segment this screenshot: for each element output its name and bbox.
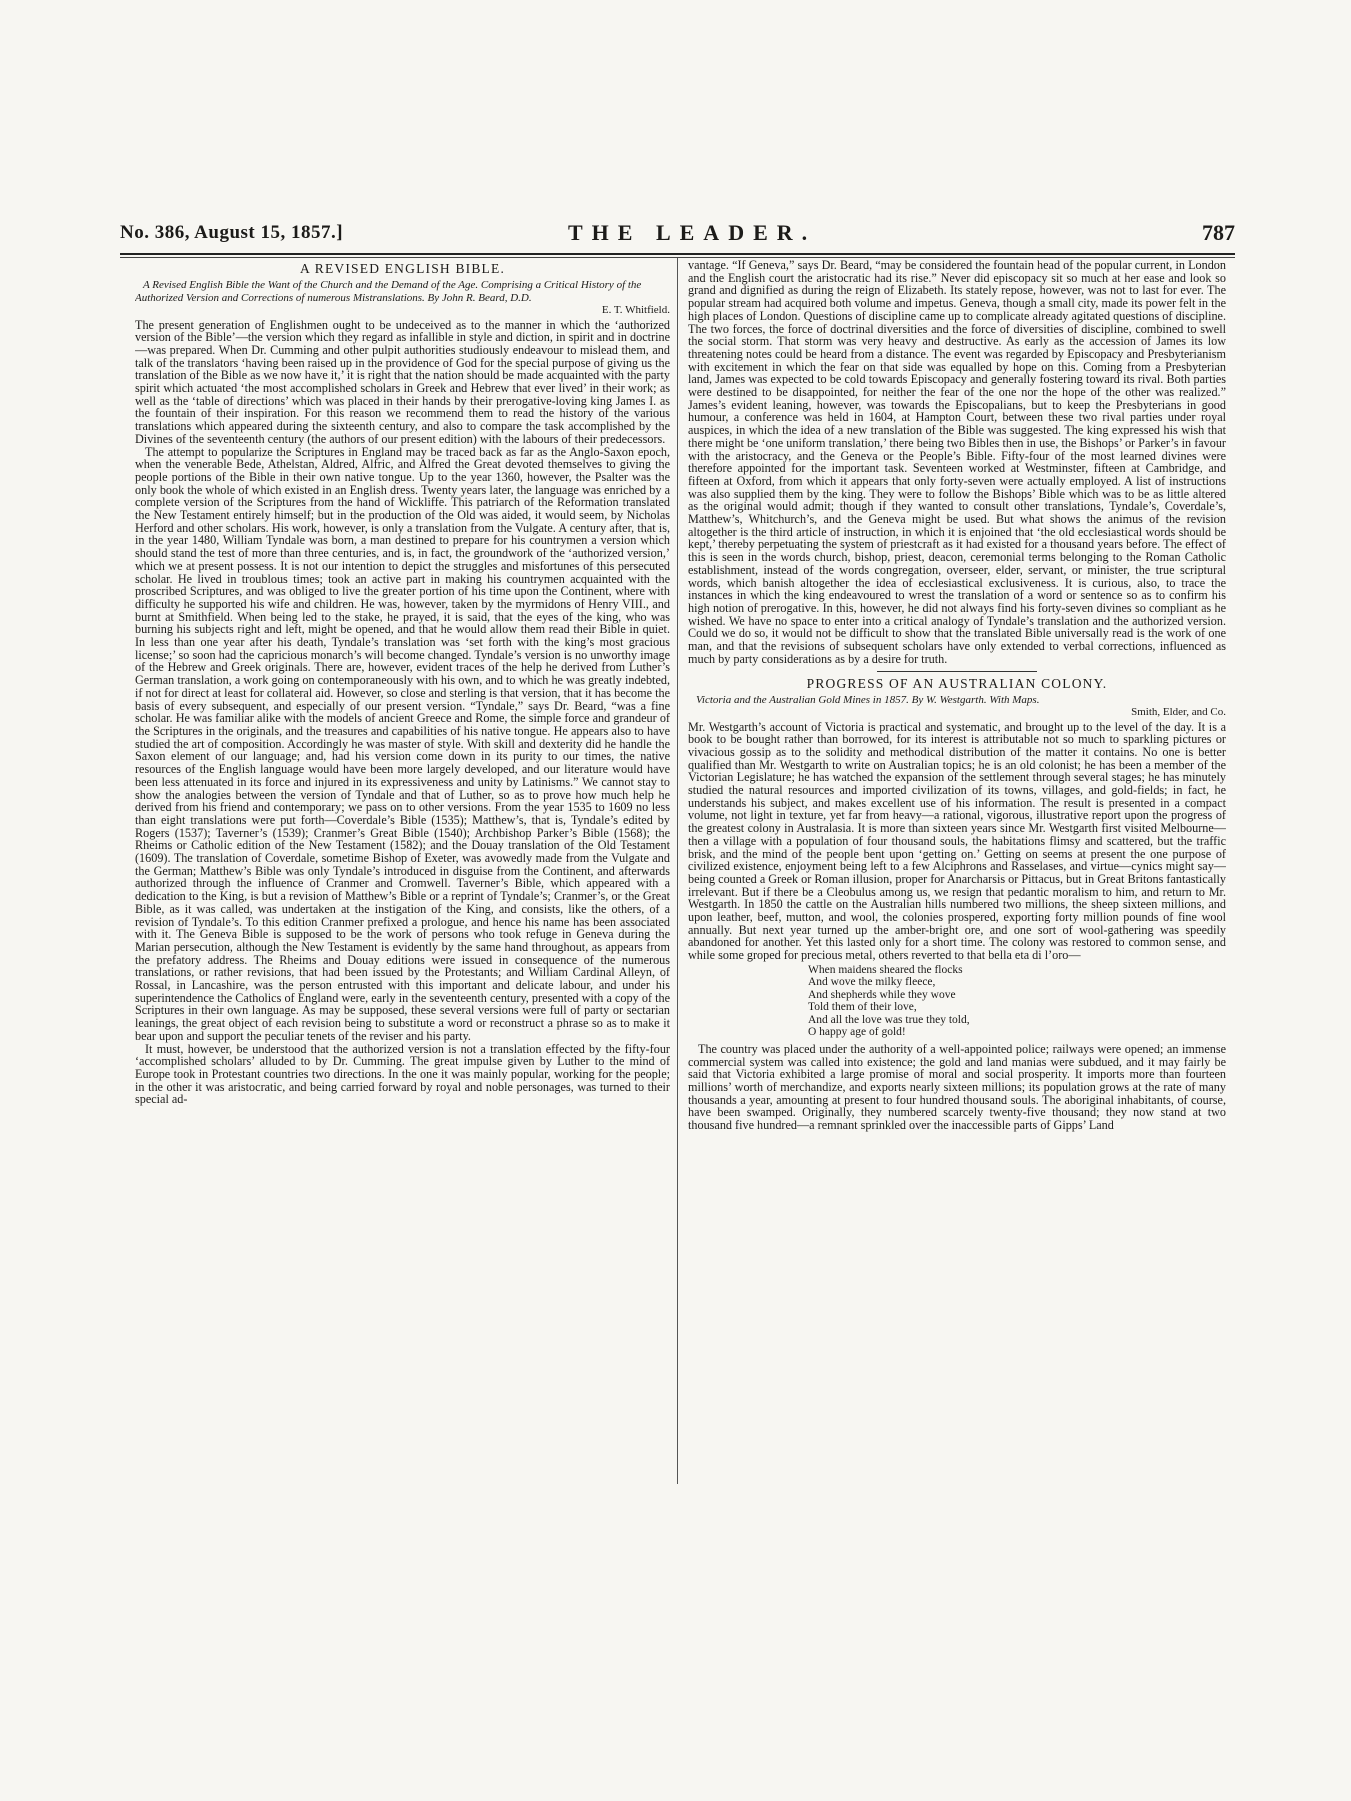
verse-line: And shepherds while they wove xyxy=(808,988,956,1001)
verse-line: O happy age of gold! xyxy=(808,1026,906,1039)
page-number: 787 xyxy=(1202,220,1235,245)
left-column xyxy=(135,259,670,1485)
book-citation-text: A Revised English Bible the Want of the Church and the Demand of the Age. Comprising a Critical History of the Authorized Version and Corrections of numerous Mistranslations. By John R. Beard, D.D. xyxy=(135,279,642,304)
verse-quotation xyxy=(808,964,1226,1039)
publication-title: THE LEADER. xyxy=(568,220,817,245)
masthead-rule xyxy=(120,253,1235,255)
paragraph: The country was placed under the authority of a well-appointed police; railways were opened; an immense commercial system was called into existence; the gold and land manias were subdued, and it may fairly be said that Victoria exhibited a large promise of moral and social prosperity. It imports more than fourteen millions’ worth of merchandize, and exports nearly sixteen millions; its population grows at the rate of many thousands a year, amounting at present to four hundred thousand souls. The aboriginal inhabitants, of course, have been swamped. Originally, they numbered scarcely twenty-five thousand; they now stand at two thousand five hundred—a remnant sprinkled over the inaccessible parts of Gipps’ Land xyxy=(688,1041,1226,1133)
right-column xyxy=(688,259,1226,1485)
paragraph: It must, however, be understood that the authorized version is not a translation effected by the fifty-four ‘accomplished scholars’ alluded to by Dr. Cumming. The great impulse given by Luther to the mind of Europe took in Protestant countries two directions. In the one it was mainly popular, working for the people; in the other it was aristocratic, and being carried forward by royal and noble personages, was turned to their special ad- xyxy=(135,1041,670,1107)
verse-line: And all the love was true they told, xyxy=(808,1013,970,1026)
paragraph: The attempt to popularize the Scriptures in England may be traced back as far as the Anglo-Saxon epoch, when the venerable Bede, Athelstan, Aldred, Alfric, and Alfred the Great devoted themselves to giving the people portions of the Bible in their own native tongue. Up to the year 1360, however, the Psalter was the only book the whole of which existed in an English dress. Twenty years later, the language was enriched by a complete version of the Scriptures from the hand of Wickliffe. This patriarch of the Reformation translated the New Testament entirely himself; but in the production of the Old was aided, it would seem, by Nicholas Herford and other scholars. His work, however, is only a translation from the Vulgate. A century after, that is, in the year 1480, William Tyndale was born, a man destined to prepare for his countrymen a version which should stand the test of more than three centuries, and is, in fact, the groundwork of the ‘authorized version,’ which we at present possess. It is not our intention to depict the struggles and misfortunes of this persecuted scholar. He lived in troublous times; took an active part in making his countrymen acquainted with the proscribed Scriptures, and was obliged to live the greater portion of his time upon the Continent, where with difficulty he supported his wife and children. He was, however, taken by the myrmidons of Henry VIII., and burnt at Smithfield. When being led to the stake, he prayed, it is said, that the eyes of the king, who was burning his subjects right and left, might be opened, and that he would allow them read their Bible in quiet. In less than one year after his death, Tyndale’s translation was ‘set forth with the king’s most gracious license;’ so soon had the capricious monarch’s will become changed. Tyndale’s version is no unworthy image of the Hebrew and Greek originals. There are, however, evident traces of the help he derived from Luther’s German translation, a work going on contemporaneously with his own, and to which he was greatly indebted, if not for direct at least for collateral aid. However, so close and sterling is that version, that it has become the basis of every subsequent, and especially of our present version. “Tyndale,” says Dr. Beard, “was a fine scholar. He was familiar alike with the models of ancient Greece and Rome, the simple force and grandeur of the Scriptures in the originals, and the treasures and capabilities of his native tongue. He appears also to have studied the art of composition. Accordingly he was master of style. With skill and dexterity did he handle the Saxon element of our language; and, had his version come down in its purity to our times, the native resources of the English language would have been more largely developed, and our literature would have been less attenuated in its force and injured in its expressiveness and unity by Latinisms.” We cannot stay to show the analogies between the version of Tyndale and that of Luther, so as to prove how much help he derived from his friend and contemporary; we pass on to other versions. From the year 1535 to 1609 no less than eight translations were put forth—Coverdale’s Bible (1535); Matthew’s, that is, Tyndale’s edited by Rogers (1537); Taverner’s (1539); Cranmer’s Great Bible (1540); Archbishop Parker’s Bible (1568); the Rheims or Catholic edition of the New Testament (1582); and the Douay translation of the Old Testament (1609). The translation of Coverdale, sometime Bishop of Exeter, was avowedly made from the Vulgate and the German; Matthew’s Bible was only Tyndale’s introduced in disguise from the Continent, and afterwards authorized through the influence of Cranmer and Cromwell. Taverner’s Bible, which appeared with a dedication to the King, is but a revision of Matthew’s Bible or a reprint of Tyndale’s; Cranmer’s, or the Great Bible, as it was called, was undertaken at the instigation of the King, and consists, like the others, of a revision of Tyndale’s. To this edition Cranmer prefixed a prologue, and hence his name has been associated with it. The Geneva Bible is supposed to be the work of persons who took refuge in Geneva during the Marian persecution, although the New Testament is evidently by the same hand throughout, as appears from the prefatory address. The Rheims and Douay editions were issued in consequence of the numerous translations, or rather revisions, that had been issued by the Protestants; and William Cardinal Alleyn, of Rossal, in Lancashire, was the person entrusted with this important and delicate labour, and under his superintendence the Catholics of England were, early in the seventeenth century, presented with a copy of the Scriptures in their own language. As may be supposed, these several versions were full of party or sectarian leanings, the great object of each revision being to substitute a word or reconstruct a phrase so as to make it bear upon and support the peculiar tenets of the reviser and his party. xyxy=(135,444,670,1043)
verse-line: And wove the milky fleece, xyxy=(808,976,936,989)
column-divider xyxy=(677,258,678,1484)
issue-date: No. 386, August 15, 1857.] xyxy=(120,222,344,243)
book-citation-text: Victoria and the Australian Gold Mines in 1857. By W. Westgarth. With Maps. xyxy=(696,693,1040,706)
paragraph: Mr. Westgarth’s account of Victoria is practical and systematic, and brought up to the level of the day. It is a book to be bought rather than borrowed, for its interest is attributable not so much to sparkling pictures or vivacious gossip as to the solidity and methodical distribution of the matter it contains. No one is better qualified than Mr. Westgarth to write on Australian topics; he is an old colonist; he has been a member of the Victorian Legislature; he has watched the expansion of the settlement through several stages; he has minutely studied the natural resources and imported civilization of its towns, villages, and gold-fields; in fact, he understands his subject, and makes excellent use of his information. The result is presented in a compact volume, not light in texture, yet far from heavy—a rational, vigorous, illustrative report upon the progress of the greatest colony in Australasia. It is more than sixteen years since Mr. Westgarth first visited Melbourne—then a village with a population of four thousand souls, the habitations flimsy and scattered, but the traffic brisk, and the mind of the people bent upon ‘getting on.’ Getting on seems at present the one purpose of civilized existence, enjoyment being left to a few Alciphrons and Rasselases, and virtue—cynics might say—being counted a Greek or Roman illusion, proper for Anarcharsis or Pittacus, but in Great Britons fantastically irrelevant. But if there be a Cleobulus among us, we resign that pedantic moralism to him, and return to Mr. Westgarth. In 1850 the cattle on the Australian hills numbered two millions, the sheep sixteen millions, and upon leather, beef, mutton, and wool, the colonies prospered, exporting forty million pounds of fine wool annually. But next year turned up the amber-bright ore, and one sort of wool-gathering was speedily abandoned for another. Yet this lasted only for a short time. The colony was restored to common sense, and while some groped for precious metal, others reverted to that bella eta di l’oro— xyxy=(688,719,1226,963)
verse-line: When maidens sheared the flocks xyxy=(808,963,963,976)
paragraph: The present generation of Englishmen ought to be undeceived as to the manner in which the ‘authorized version of the Bible’—the version which they regard as infallible in style and diction, in spirit and in doctrine—was prepared. When Dr. Cumming and other pulpit authorities studiously endeavour to mislead them, and talk of the translators ‘having been raised up in the providence of God for the special purpose of giving us the translation of the Bible as we now have it,’ it is right that the nation should be made acquainted with the party spirit which actuated ‘the most accomplished scholars in Greek and Hebrew that ever lived’ in their work; as well as the ‘table of directions’ which was placed in their hands by their prerogative-loving king James I. as the fountain of their inspiration. For this reason we recommend them to read the history of the various translations which appeared during the sixteenth century, and also to compare the task accomplished by the Divines of the seventeenth century (the authors of our present edition) with the labours of their predecessors. xyxy=(135,317,670,446)
article-title-australia: PROGRESS OF AN AUSTRALIAN COLONY. xyxy=(806,675,1108,691)
publisher-bible: E. T. Whitfield. xyxy=(601,304,670,316)
verse-line: Told them of their love, xyxy=(808,1001,917,1014)
book-citation-bible xyxy=(135,279,670,304)
article-title-bible: A REVISED ENGLISH BIBLE. xyxy=(299,261,506,276)
book-citation-australia xyxy=(688,694,1226,707)
masthead xyxy=(120,218,1235,248)
paragraph-continuation: vantage. “If Geneva,” says Dr. Beard, “may be considered the fountain head of the popular current, in London and the English court the aristocratic had its rise.” Never did episcopacy sit so much at her ease and look so grand and dignified as during the reign of Elizabeth. Its stately repose, however, was not to last for ever. The popular stream had acquired both volume and impetus. Geneva, though a small city, made its power felt in the high places of London. Questions of discipline came up to complicate already agitated questions of discipline. The two forces, the force of doctrinal diversities and the force of diversities of discipline, combined to swell the social storm. That storm was very heavy and destructive. As early as the accession of James its low threatening notes could be heard from a distance. The event was regarded by Episcopacy and Presbyterianism with excitement in which the fear on that side was equalled by hope on this. Coming from a Presbyterian land, James was expected to be cold towards Episcopacy and generally fostering toward its rival. Both parties were destined to be disappointed, for neither the fear of the one nor the hope of the other was realized.” James’s evident leaning, however, was towards the Episcopalians, but to keep the Presbyterians in good humour, a conference was held in 1604, at Hampton Court, between these two rival parties under royal auspices, in which the idea of a new translation of the Bible was suggested. The king expressed his wish that there might be ‘one uniform translation,’ there being two Bibles then in use, the Bishops’ or Parker’s in favour with the aristocracy, and the Geneva or the People’s Bible. Fifty-four of the most learned divines were therefore appointed for the important task. Seventeen worked at Westminster, fifteen at Cambridge, and fifteen at Oxford, from which it appears that only forty-seven were actually employed. A list of instructions was also supplied them by the king. They were to follow the Bishops’ Bible which was to be as little altered as the original would admit; though if they wanted to consult other translations, Tyndale’s, Coverdale’s, Matthew’s, Whitchurch’s, and the Geneva might be used. But what shows the animus of the revision altogether is the third article of instruction, in which it is enjoined that ‘the old ecclesiastical words should be kept,’ thereby perpetuating the system of priestcraft as it had existed for a thousand years before. The effect of this is seen in the words church, bishop, priest, deacon, ceremonial terms belonging to the Roman Catholic establishment, instead of the words congregation, overseer, elder, servant, or minister, the true scriptural words, which banish altogether the idea of ecclesiastical exclusiveness. It is curious, also, to trace the instances in which the king endeavoured to wrest the translation of a word or sentence so as to confirm his high notion of prerogative. In this, however, he did not always find his forty-seven divines so compliant as he wished. We have no space to enter into a critical analogy of Tyndale’s translation and the authorized version. Could we do so, it would not be difficult to show that the translated Bible universally read is the work of one man, and that the revisions of subsequent scholars have only extended to verbal corrections, influenced as much by party considerations as by a desire for truth. xyxy=(688,259,1226,666)
article-separator xyxy=(877,671,1037,672)
publisher-australia: Smith, Elder, and Co. xyxy=(1131,706,1226,718)
